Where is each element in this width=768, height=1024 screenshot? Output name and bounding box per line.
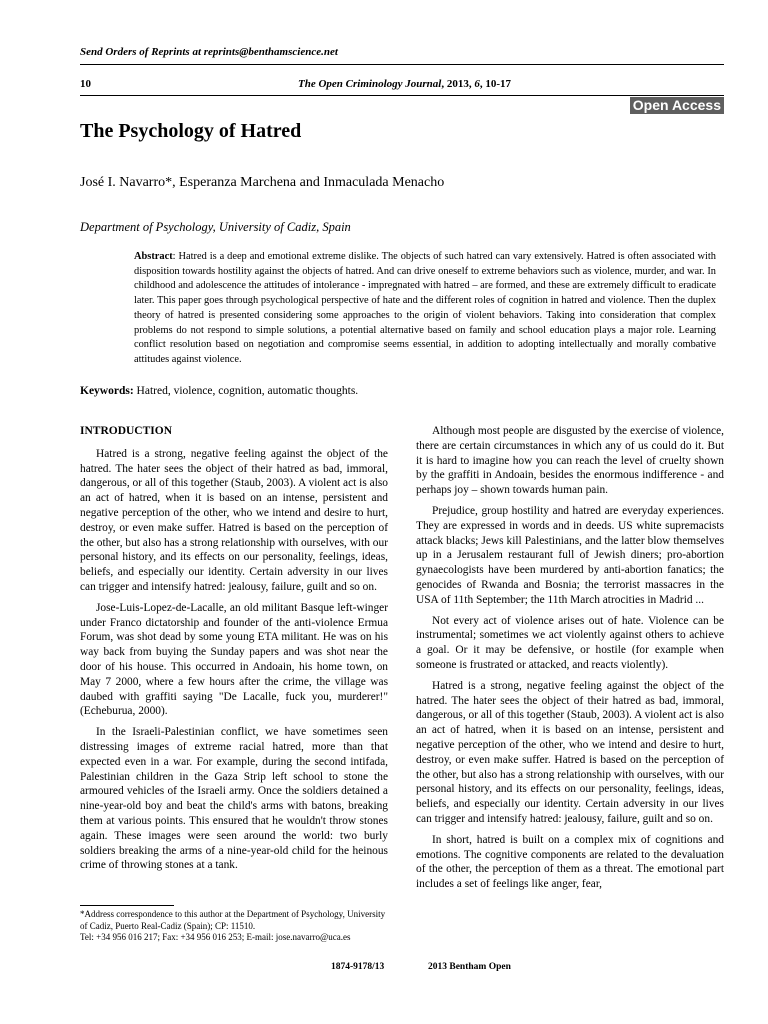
section-heading-introduction: INTRODUCTION — [80, 425, 173, 437]
journal-name: The Open Criminology Journal — [298, 78, 442, 90]
journal-volume: 6 — [474, 78, 480, 90]
abstract-label: Abstract — [134, 251, 173, 262]
correspondence-footnote — [80, 909, 390, 944]
footnote-contact: Tel: +34 956 016 217; Fax: +34 956 016 253; E-mail: jose.navarro@uca.es — [80, 932, 351, 942]
keywords-label: Keywords: — [80, 385, 134, 397]
paragraph: In the Israeli-Palestinian conflict, we have sometimes seen distressing images of extreme racial hatred, more than that expected even in a war. For example, during the second intifada, Palestinian children in the Gaza Strip left school to stone the armoured vehicles of the Israeli army. Once the soldiers detained a nine-year-old boy and beat the child's arms with batons, breaking them at various points. This ensured that he wouldn't throw stones again. These images were seen around the world: two burly soldiers breaking the arms of a nine-year-old child for the heinous crime of throwing stones at a tank. — [80, 726, 388, 872]
header-rule-top — [80, 64, 724, 65]
journal-citation — [298, 78, 511, 90]
left-column — [80, 424, 388, 879]
paragraph: Hatred is a strong, negative feeling against the object of the hatred. The hater sees the object of their hatred as bad, immoral, dangerous, or all of this together (Staub, 2003). A violent act is also an act of hatred, when it is based on an intense, persistent and negative perception of the other, who we intend and desire to hurt, destroy, or even make suffer. Hatred is based on the perception of the other, but also has a strong relationship with ourselves, with our personal history, and its effects on our personality, feelings, ideas, beliefs, and especially our identity. Certain adversity in our lives can trigger and intensify hatred: jealousy, failure, guilt and so on. — [80, 447, 388, 593]
footnote-address: *Address correspondence to this author at the Department of Psychology, University of Cadiz, Puerto Real-Cadiz (Spain); CP: 11510. — [80, 909, 386, 931]
keywords-text: Hatred, violence, cognition, automatic thoughts. — [133, 385, 359, 397]
right-column — [416, 424, 724, 898]
article-title: The Psychology of Hatred — [80, 120, 302, 142]
keywords — [80, 385, 358, 397]
abstract-text: : Hatred is a deep and emotional extreme dislike. The objects of such hatred can vary extensively. Hatred is often associated with disposition towards hostility against the objects of hatred. And can drive oneself to extreme behaviors such as violence, murder, and war. In childhood and adolescence the attitudes of intolerance - impregnated with hatred – are formed, and these are extremely difficult to eradicate later. This paper goes through psychological perspective of hate and the different roles of cognition in hatred and violence. Then the duplex theory of hatred is presented considering some approaches to the origin of violent behaviors. Taking into consideration that complex problems do not respond to simple solutions, a potential alternative based on family and school education plays a major role. Learning conflict resolution based on negotiation and compromise seems essential, in addition to adopting intellectually and morally combative attitudes against violence. — [134, 251, 716, 365]
journal-year: , 2013, — [441, 78, 475, 90]
journal-pages: , 10-17 — [479, 78, 511, 90]
page-number: 10 — [80, 78, 91, 90]
paragraph: Hatred is a strong, negative feeling against the object of the hatred. The hater sees the object of their hatred as bad, immoral, dangerous, or all of this together (Staub, 2003). A violent act is also an act of hatred, when it is based on an intense, persistent and negative perception of the other, who we intend and desire to hurt, destroy, or even make suffer. Hatred is based on the perception of the other, but also has a strong relationship with ourselves, with our personal history, and its effects on our personality, feelings, ideas, beliefs, and especially our identity. Certain adversity in our lives can trigger and intensify hatred: jealousy, failure, guilt and so on. — [416, 679, 724, 825]
reprints-notice: Send Orders of Reprints at reprints@benthamscience.net — [80, 46, 338, 58]
footnote-rule — [80, 905, 174, 906]
issn: 1874-9178/13 — [331, 962, 385, 972]
paragraph: Not every act of violence arises out of hate. Violence can be instrumental; sometimes we act violently against others to achieve a goal. Or it may be defensive, or hostile (for example when someone is frustrated or attacked, and reacts violently). — [416, 614, 724, 671]
publisher: 2013 Bentham Open — [428, 962, 511, 972]
paragraph: Jose-Luis-Lopez-de-Lacalle, an old militant Basque left-winger under Franco dictatorship and founder of the anti-violence Ermua Forum, was shot dead by some young ETA militant. He was on his way back from buying the Sunday papers and was shot near the door of his house. This occurred in Andoain, his home town, on May 7 2000, where a few hours after the crime, the village was daubed with graffiti saying "De Lacalle, fuck you, murderer!" (Echeburua, 2000). — [80, 601, 388, 718]
open-access-badge: Open Access — [630, 97, 724, 114]
abstract — [134, 250, 716, 368]
article-affiliation: Department of Psychology, University of Cadiz, Spain — [80, 220, 351, 234]
paragraph: Prejudice, group hostility and hatred are everyday experiences. They are expressed in words and in deeds. US white supremacists attack blacks; Jews kill Palestinians, and the latter blow themselves up in a Jerusalem restaurant full of Jewish diners; pro-abortion gynaecologists have been murdered by anti-abortion fanatics; the genocides of Rwanda and Bosnia; the terrorist massacres in the USA of 11th September; the 11th March atrocities in Madrid ... — [416, 504, 724, 606]
header-rule-bottom — [80, 95, 724, 96]
paragraph: Although most people are disgusted by the exercise of violence, there are certain circumstances in which any of us could do it. But it is hard to imagine how you can reach the level of cruelty shown by the graffiti in Andoain, besides the enormous indifference - and perhaps joy – shown towards human pain. — [416, 425, 724, 497]
paragraph: In short, hatred is built on a complex mix of cognitions and emotions. The cognitive components are related to the devaluation of the other, the perception of them as a threat. The emotional part includes a set of feelings like anger, fear, — [416, 833, 724, 891]
article-authors: José I. Navarro*, Esperanza Marchena and Inmaculada Menacho — [80, 175, 445, 190]
